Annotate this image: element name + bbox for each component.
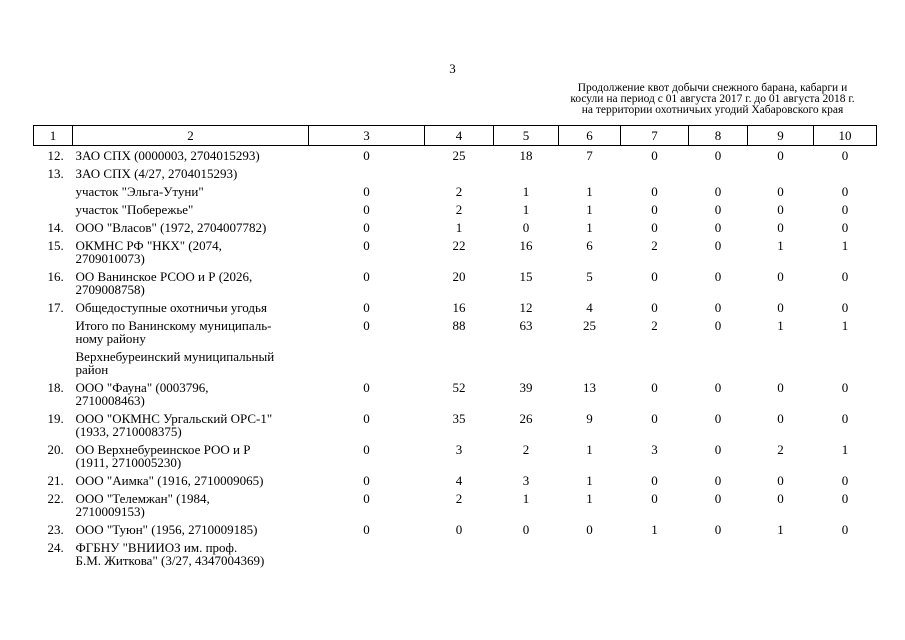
row-number: 21. (47, 473, 64, 488)
cell-value: 0 (651, 411, 658, 426)
cell-value: 1 (777, 318, 784, 333)
row-name (73, 164, 309, 182)
cell-value: 63 (519, 318, 533, 333)
cell-value: 1 (841, 318, 849, 333)
row-name (73, 316, 309, 347)
cell-value: 0 (841, 184, 849, 199)
cell-value: 6 (586, 238, 593, 253)
cell-value: 0 (363, 148, 370, 163)
cell-value: 0 (841, 473, 849, 488)
cell-value: 0 (777, 300, 784, 315)
cell-value: 0 (651, 148, 658, 163)
table-row (34, 520, 877, 538)
cell-value: 0 (714, 300, 722, 315)
column-header: 6 (559, 126, 621, 146)
page-number: 3 (449, 61, 456, 76)
cell-value: 0 (714, 318, 722, 333)
cell-value: 0 (714, 269, 722, 284)
cell-value (814, 538, 877, 569)
cell-value: 0 (363, 220, 370, 235)
cell-value: 0 (586, 522, 593, 537)
row-name (73, 267, 309, 298)
cell-value: 2 (651, 318, 658, 333)
row-number: 22. (47, 491, 64, 506)
column-header: 8 (689, 126, 748, 146)
table-row (34, 316, 877, 347)
cell-value: 0 (714, 411, 722, 426)
row-name-line: Б.М. Житкова" (3/27, 4347004369) (75, 553, 265, 568)
cell-value (309, 164, 425, 182)
cell-value: 1 (777, 522, 784, 537)
row-name-line: ООО "Телемжан" (1984, (75, 491, 210, 506)
row-name (73, 440, 309, 471)
cell-value: 16 (519, 238, 533, 253)
cell-value: 1 (651, 522, 658, 537)
cell-value: 15 (519, 269, 533, 284)
cell-value: 25 (452, 148, 466, 163)
cell-value: 0 (714, 184, 722, 199)
cell-value: 0 (714, 491, 722, 506)
cell-value: 0 (777, 148, 784, 163)
cell-value (425, 347, 494, 378)
cell-value: 0 (363, 184, 370, 199)
table-row (34, 267, 877, 298)
row-name (73, 520, 309, 538)
cell-value: 0 (363, 202, 370, 217)
cell-value: 0 (777, 491, 784, 506)
row-name-line: ООО "Аимка" (1916, 2710009065) (75, 473, 264, 488)
row-name (73, 236, 309, 267)
cell-value: 7 (586, 148, 593, 163)
cell-value (559, 347, 621, 378)
row-number: 19. (47, 411, 64, 426)
cell-value: 26 (519, 411, 533, 426)
cell-value: 3 (651, 442, 658, 457)
row-name-line: 2710009153) (75, 504, 145, 519)
row-name-line: (1933, 2710008375) (75, 424, 182, 439)
cell-value: 0 (841, 522, 849, 537)
row-name-line: ному району (75, 331, 146, 346)
cell-value: 0 (714, 442, 722, 457)
row-number: 20. (47, 442, 64, 457)
cell-value (689, 347, 748, 378)
cell-value: 0 (777, 220, 784, 235)
cell-value: 1 (586, 491, 593, 506)
cell-value: 0 (841, 491, 849, 506)
cell-value: 1 (841, 238, 849, 253)
column-header: 10 (814, 126, 877, 146)
cell-value: 1 (522, 184, 530, 199)
caption-line: косули на период с 01 августа 2017 г. до 01 августа 2018 г. (570, 93, 855, 105)
cell-value (748, 164, 814, 182)
cell-value: 1 (586, 442, 593, 457)
row-name (73, 347, 309, 378)
cell-value (621, 347, 689, 378)
cell-value: 0 (651, 491, 658, 506)
row-name-line: ОО Верхнебуреинское РОО и Р (75, 442, 251, 457)
cell-value: 0 (651, 184, 658, 199)
row-name (73, 146, 309, 165)
row-name-line: ЗАО СПХ (0000003, 2704015293) (75, 148, 260, 163)
row-number (34, 347, 73, 378)
cell-value (309, 347, 425, 378)
row-name (73, 298, 309, 316)
cell-value (748, 538, 814, 569)
cell-value: 52 (452, 380, 466, 395)
row-number: 12. (47, 148, 64, 163)
cell-value (814, 164, 877, 182)
cell-value: 0 (714, 148, 722, 163)
row-name-line: ООО "Туюн" (1956, 2710009185) (75, 522, 258, 537)
row-name-line: Общедоступные охотничьи угодья (75, 300, 267, 315)
row-name-line: ООО "ОКМНС Ургальский ОРС-1" (75, 411, 273, 426)
column-header: 7 (621, 126, 689, 146)
table-caption (540, 83, 885, 116)
quota-table (33, 125, 877, 569)
cell-value: 2 (455, 184, 463, 199)
cell-value (689, 164, 748, 182)
cell-value: 12 (519, 300, 533, 315)
cell-value: 2 (455, 202, 463, 217)
cell-value: 0 (841, 220, 849, 235)
cell-value: 0 (651, 269, 658, 284)
row-number: 17. (47, 300, 64, 315)
row-number: 15. (47, 238, 64, 253)
row-name (73, 538, 309, 569)
cell-value: 1 (841, 442, 849, 457)
table-row (34, 378, 877, 409)
cell-value: 0 (714, 380, 722, 395)
cell-value: 0 (363, 473, 370, 488)
cell-value: 2 (777, 442, 784, 457)
cell-value: 0 (363, 238, 370, 253)
table-row (34, 218, 877, 236)
cell-value: 0 (651, 202, 658, 217)
cell-value: 88 (452, 318, 466, 333)
row-name-line: Верхнебуреинский муниципальный (75, 349, 275, 364)
table-row (34, 538, 877, 569)
table-row (34, 182, 877, 200)
column-header: 4 (425, 126, 494, 146)
cell-value: 0 (777, 473, 784, 488)
row-number: 16. (47, 269, 64, 284)
column-header: 2 (73, 126, 309, 146)
cell-value: 0 (777, 380, 784, 395)
cell-value (309, 538, 425, 569)
cell-value (748, 347, 814, 378)
column-header: 3 (309, 126, 425, 146)
row-number: 23. (47, 522, 64, 537)
cell-value: 0 (363, 300, 370, 315)
row-number: 14. (47, 220, 64, 235)
cell-value: 0 (841, 148, 849, 163)
cell-value: 3 (522, 473, 530, 488)
row-name-line: ОО Ванинское РСОО и Р (2026, (75, 269, 253, 284)
row-number: 18. (47, 380, 64, 395)
table-row (34, 489, 877, 520)
cell-value: 0 (714, 220, 722, 235)
table-row (34, 409, 877, 440)
cell-value: 0 (777, 269, 784, 284)
cell-value: 13 (583, 380, 596, 395)
cell-value: 3 (455, 442, 463, 457)
row-name-line: 2710008463) (75, 393, 145, 408)
cell-value: 0 (714, 238, 722, 253)
cell-value (621, 164, 689, 182)
cell-value: 0 (714, 473, 722, 488)
cell-value (689, 538, 748, 569)
row-name (73, 489, 309, 520)
row-name (73, 200, 309, 218)
cell-value: 1 (455, 220, 463, 235)
cell-value: 0 (651, 473, 658, 488)
cell-value: 1 (586, 473, 593, 488)
cell-value: 0 (714, 522, 722, 537)
cell-value: 0 (651, 380, 658, 395)
cell-value: 0 (363, 380, 370, 395)
cell-value (621, 538, 689, 569)
cell-value (494, 164, 559, 182)
caption-line: Продолжение квот добычи снежного барана, кабарги и (577, 82, 848, 94)
caption-line: на территории охотничьих угодий Хабаровского края (581, 104, 844, 116)
cell-value: 25 (583, 318, 596, 333)
table-row (34, 200, 877, 218)
row-name-line: ФГБНУ "ВНИИОЗ им. проф. (75, 540, 238, 555)
table-row (34, 164, 877, 182)
row-name-line: участок "Побережье" (75, 202, 194, 217)
cell-value: 0 (777, 184, 784, 199)
cell-value: 20 (452, 269, 466, 284)
row-number: 24. (47, 540, 64, 555)
cell-value: 0 (455, 522, 463, 537)
cell-value (494, 538, 559, 569)
row-name (73, 182, 309, 200)
cell-value: 0 (651, 300, 658, 315)
row-name (73, 409, 309, 440)
column-header: 5 (494, 126, 559, 146)
cell-value: 0 (714, 202, 722, 217)
table-row (34, 440, 877, 471)
cell-value (559, 164, 621, 182)
row-number (34, 316, 73, 347)
cell-value: 35 (452, 411, 466, 426)
cell-value: 16 (452, 300, 466, 315)
cell-value: 18 (519, 148, 533, 163)
row-name-line: ООО "Власов" (1972, 2704007782) (75, 220, 267, 235)
cell-value: 39 (519, 380, 533, 395)
column-header: 1 (34, 126, 73, 146)
cell-value: 1 (777, 238, 784, 253)
cell-value (559, 538, 621, 569)
row-name-line: ООО "Фауна" (0003796, (75, 380, 209, 395)
row-name-line: 2709008758) (75, 282, 145, 297)
cell-value: 0 (522, 220, 530, 235)
cell-value: 0 (841, 269, 849, 284)
cell-value: 5 (586, 269, 593, 284)
table-body (34, 146, 877, 570)
cell-value: 2 (651, 238, 658, 253)
header-row (34, 126, 877, 146)
row-name (73, 471, 309, 489)
table-row (34, 236, 877, 267)
cell-value: 1 (586, 184, 593, 199)
row-number (34, 200, 73, 218)
table-row (34, 146, 877, 165)
row-name-line: участок "Эльга-Утуни" (75, 184, 204, 199)
row-name-line: 2709010073) (75, 251, 145, 266)
cell-value: 1 (522, 491, 530, 506)
cell-value (814, 347, 877, 378)
row-number: 13. (47, 166, 64, 181)
row-name-line: ОКМНС РФ "НКХ" (2074, (75, 238, 222, 253)
cell-value (425, 538, 494, 569)
cell-value: 1 (586, 220, 593, 235)
cell-value: 0 (841, 380, 849, 395)
column-header: 9 (748, 126, 814, 146)
cell-value: 4 (455, 473, 463, 488)
row-name-line: район (75, 362, 109, 377)
cell-value: 0 (841, 202, 849, 217)
cell-value: 0 (363, 411, 370, 426)
row-number (34, 182, 73, 200)
cell-value (494, 347, 559, 378)
cell-value: 2 (455, 491, 463, 506)
cell-value: 1 (586, 202, 593, 217)
row-name (73, 218, 309, 236)
cell-value: 0 (841, 300, 849, 315)
cell-value: 9 (586, 411, 593, 426)
cell-value: 0 (363, 491, 370, 506)
row-name-line: Итого по Ванинскому муниципаль- (75, 318, 272, 333)
table-row (34, 347, 877, 378)
cell-value: 0 (363, 442, 370, 457)
row-name-line: ЗАО СПХ (4/27, 2704015293) (75, 166, 238, 181)
cell-value: 0 (777, 202, 784, 217)
table-row (34, 298, 877, 316)
cell-value: 0 (651, 220, 658, 235)
cell-value: 0 (777, 411, 784, 426)
table-row (34, 471, 877, 489)
cell-value: 0 (522, 522, 530, 537)
cell-value (425, 164, 494, 182)
cell-value: 1 (522, 202, 530, 217)
cell-value: 0 (363, 269, 370, 284)
row-name (73, 378, 309, 409)
row-name-line: (1911, 2710005230) (75, 455, 182, 470)
cell-value: 4 (586, 300, 593, 315)
cell-value: 0 (363, 318, 370, 333)
cell-value: 0 (841, 411, 849, 426)
cell-value: 2 (522, 442, 530, 457)
cell-value: 22 (452, 238, 466, 253)
cell-value: 0 (363, 522, 370, 537)
